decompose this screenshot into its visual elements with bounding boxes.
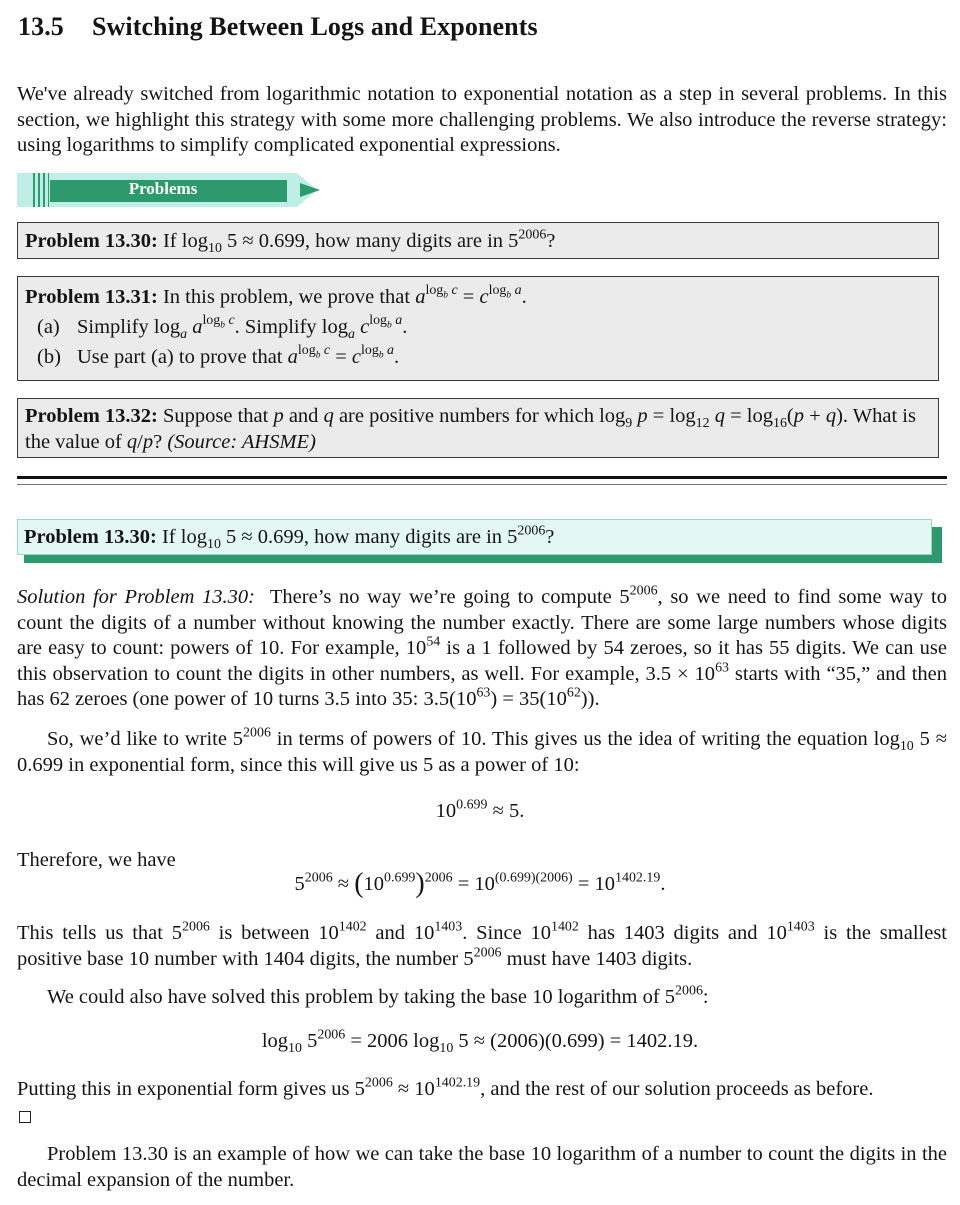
pencil-lead-icon bbox=[300, 183, 320, 197]
section-title: Switching Between Logs and Exponents bbox=[92, 12, 538, 41]
section-divider bbox=[17, 476, 947, 479]
qed-square-icon bbox=[19, 1111, 31, 1123]
equation-1: $10^{0.699} \approx 5$. bbox=[435, 797, 525, 822]
problem-text: Suppose that p and q are positive numbers for which $\log_9 p = \log_{12} q = \log_{16}(p + q)$. What is the value of q/p? (Source: AHSME) bbox=[25, 405, 916, 453]
problem-part-a: (a) Simplify $\log_a a^{log_b c}$. Simplify $\log_a c^{log_b a}$. bbox=[37, 313, 408, 342]
equation-3: $\log_{10} 5^{2006} = 2006$ $\log_{10} 5 \approx (2006)(0.699) = 1402.19$. bbox=[261, 1027, 699, 1056]
problem-text: If $\log_{10} 5 \approx 0.699$, how many digits are in $5^{2006}$? bbox=[162, 227, 556, 256]
part-label: (a) bbox=[37, 316, 60, 338]
equation-2: $5^{2006} \approx (10^{0.699})^{2006} = 10^{(0.699)(2006)} = 10^{1402.19}$. bbox=[294, 868, 666, 899]
problem-label: Problem 13.30: bbox=[24, 526, 157, 548]
closing-paragraph: Problem 13.30 is an example of how we can take the base 10 logarithm of a number to count the digits in the decimal expansion of the number. bbox=[17, 1143, 947, 1191]
section-number: 13.5 bbox=[18, 12, 64, 41]
problem-13-31-box bbox=[17, 276, 939, 381]
problems-banner-label: Problems bbox=[128, 179, 198, 198]
solution-paragraph-4: We could also have solved this problem by taking the base 10 logarithm of $5^{2006}$: bbox=[47, 983, 709, 1008]
solution-paragraph-2: So, we’d like to write $5^{2006}$ in terms of powers of 10. This gives us the idea of writing the equation $\log_{10} 5 \approx 0.699$ in exponential form, since this will give us 5 as a power of 10: bbox=[17, 725, 947, 776]
problem-13-32-box bbox=[17, 398, 939, 458]
section-heading bbox=[18, 12, 538, 42]
problem-label: Problem 13.31: bbox=[25, 286, 158, 308]
problem-source: (Source: AHSME) bbox=[167, 431, 316, 453]
problem-intro: In this problem, we prove that $a^{log_b c} = c^{log_b a}$. bbox=[162, 283, 527, 308]
pencil-ferrule-icon bbox=[33, 173, 49, 207]
part-label: (b) bbox=[37, 346, 61, 368]
problems-pencil-banner bbox=[17, 173, 322, 207]
solution-paragraph-5: Putting this in exponential form gives us $5^{2006} \approx 10^{1402.19}$, and the rest of our solution proceeds as before. bbox=[17, 1075, 874, 1100]
section-divider-thin bbox=[17, 484, 947, 485]
solution-problem-header bbox=[17, 519, 932, 555]
therefore-text: Therefore, we have bbox=[17, 849, 176, 871]
problem-label: Problem 13.32: bbox=[25, 405, 158, 427]
solution-paragraph-1: Solution for Problem 13.30: There’s no way we’re going to compute $5^{2006}$, so we need to find some way to count the digits of a number without knowing the number exactly. There are some large numbers whose digits are easy to count: powers of 10. For example, $10^{54}$ is a 1 followed by 54 zeroes, so it has 55 digits. We can use this observation to count the digits in other numbers, as well. For example, $3.5 \times 10^{63}$ starts with “35,” and then has 62 zeroes (one power of 10 turns 3.5 into 35: $3.5(10^{63}) = 35(10^{62})$). bbox=[17, 583, 947, 710]
intro-paragraph: We've already switched from logarithmic notation to exponential notation as a step in several problems. In this section, we highlight this strategy with some more challenging problems. We also introduce the reverse strategy: using logarithms to simplify complicated exponential expressions. bbox=[17, 83, 947, 156]
problem-text: If $\log_{10} 5 \approx 0.699$, how many digits are in $5^{2006}$? bbox=[161, 523, 555, 552]
solution-paragraph-3: This tells us that $5^{2006}$ is between $10^{1402}$ and $10^{1403}$. Since $10^{1402}$ has 1403 digits and $10^{1403}$ is the smallest positive base 10 number with 1404 digits, the number $5^{2006}$ must have 1403 digits. bbox=[17, 919, 947, 970]
problem-label: Problem 13.30: bbox=[25, 230, 158, 252]
problem-part-b: (b) Use part (a) to prove that $a^{log_b c} = c^{log_b a}$. bbox=[25, 342, 931, 372]
solution-lead: Solution for Problem 13.30: bbox=[17, 586, 255, 608]
problem-13-30-box bbox=[17, 222, 939, 259]
